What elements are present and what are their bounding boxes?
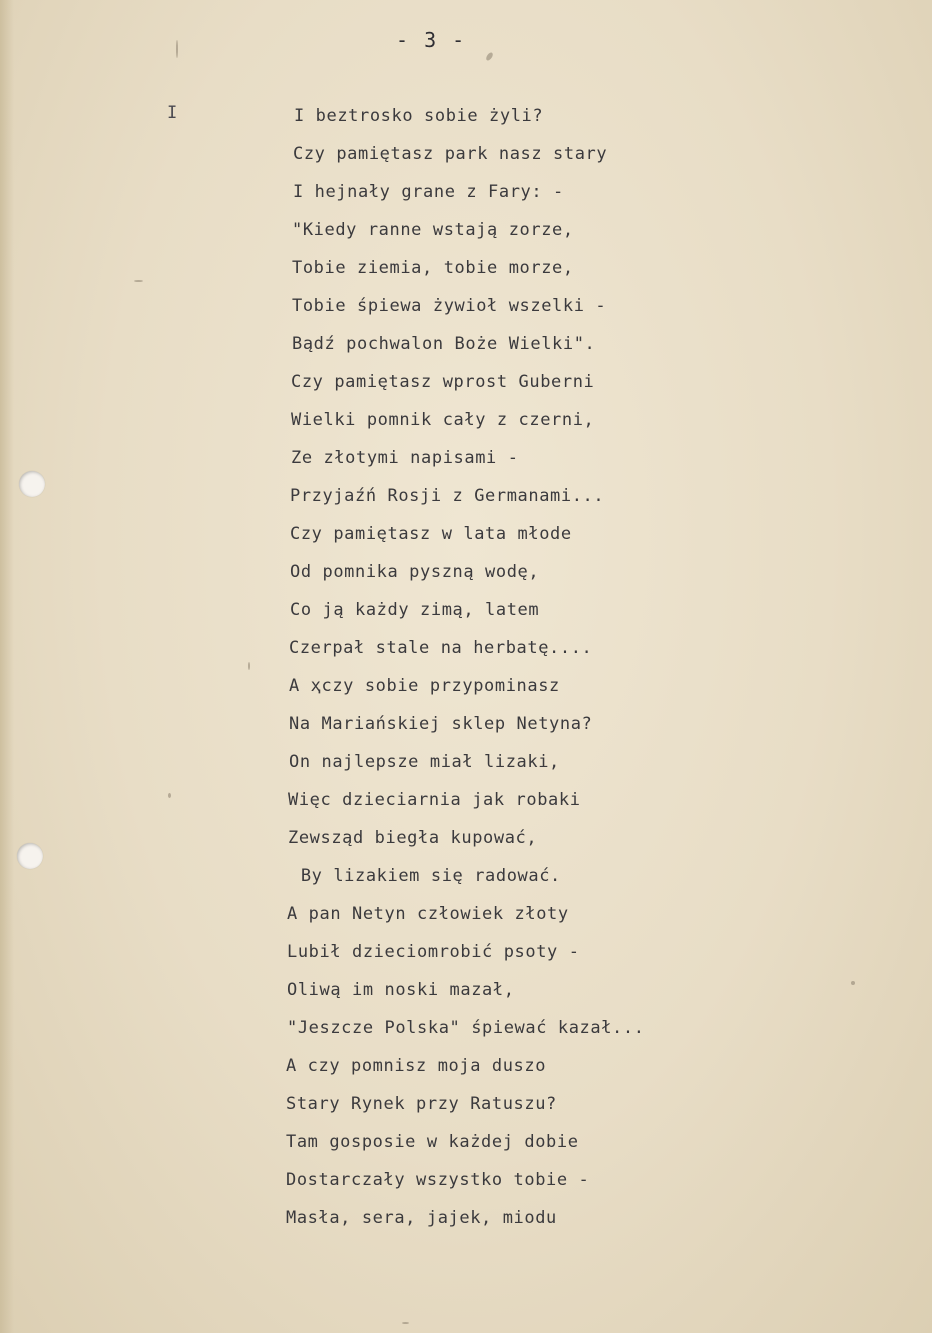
verse-line: By lizakiem się radować. [290,866,561,886]
paper-speck [402,1322,409,1324]
margin-mark: I [167,103,178,123]
verse-line: Tobie śpiewa żywioł wszelki - [292,296,607,316]
verse-line: "Jeszcze Polska" śpiewać kazał... [287,1018,645,1038]
paper-speck [248,662,250,670]
verse-line: Oliwą im noski mazał, [287,980,515,1000]
verse-line: A czy pomnisz moja duszo [286,1056,547,1076]
verse-line: I beztrosko sobie żyli? [294,106,544,126]
page-number: - 3 - [396,28,467,52]
verse-line: Czy pamiętasz park nasz stary [293,144,608,164]
verse-line: Przyjaźń Rosji z Germanami... [290,486,605,506]
verse-line: A pan Netyn człowiek złoty [287,904,569,924]
verse-line: Więc dzieciarnia jak robaki [288,790,581,810]
verse-line: A ҳczy sobie przypominasz [289,676,560,696]
paper-speck [176,40,178,58]
verse-line: I hejnały grane z Fary: - [293,182,564,202]
verse-line: Czerpał stale na herbatę.... [289,638,593,658]
verse-line: Dostarczały wszystko tobie - [286,1170,590,1190]
paper-speck [851,981,855,985]
verse-line: Zewsząd biegła kupować, [288,828,538,848]
verse-line: Od pomnika pyszną wodę, [290,562,540,582]
verse-line: Lubił dzieciomrobić psoty - [287,942,580,962]
paper-speck [134,280,143,282]
verse-line: Czy pamiętasz w lata młode [290,524,572,544]
verse-line: Masła, sera, jajek, miodu [286,1208,557,1228]
verse-line: Wielki pomnik cały z czerni, [291,410,595,430]
verse-line: Bądź pochwalon Boże Wielki". [292,334,596,354]
paper-speck [168,793,171,798]
verse-line: Tobie ziemia, tobie morze, [292,258,574,278]
verse-line: "Kiedy ranne wstają zorze, [292,220,574,240]
verse-line: Stary Rynek przy Ratuszu? [286,1094,557,1114]
verse-line: Na Mariańskiej sklep Netyna? [289,714,593,734]
verse-line: On najlepsze miał lizaki, [289,752,560,772]
verse-line: Ze złotymi napisami - [291,448,519,468]
verse-line: Co ją każdy zimą, latem [290,600,540,620]
verse-line: Czy pamiętasz wprost Guberni [291,372,595,392]
verse-line: Tam gosposie w każdej dobie [286,1132,579,1152]
